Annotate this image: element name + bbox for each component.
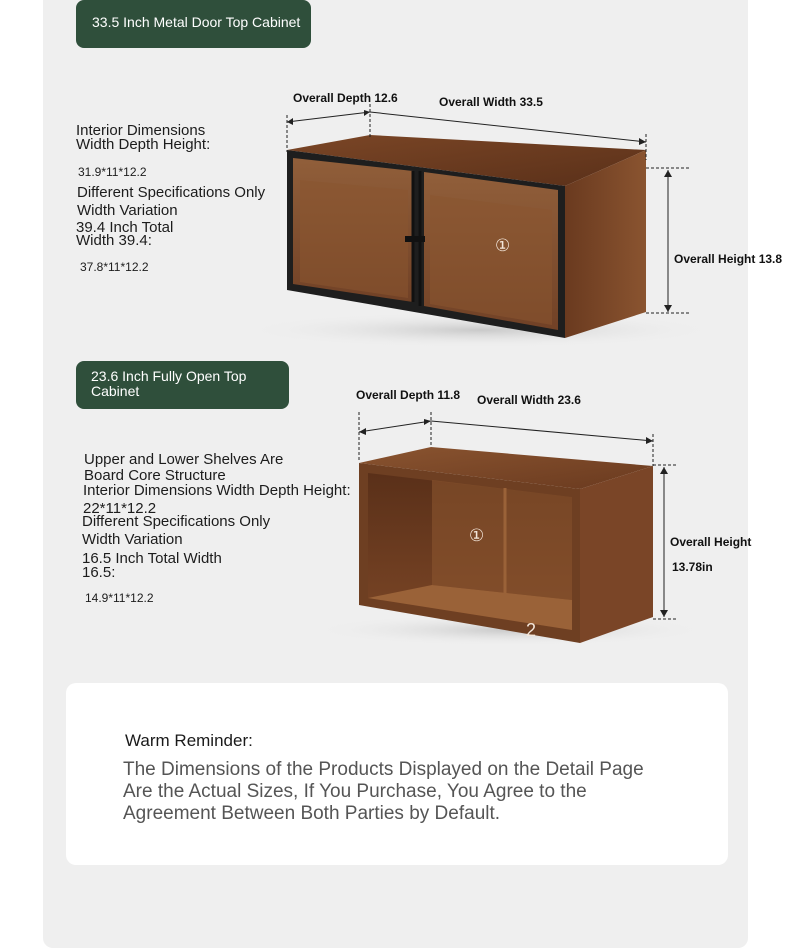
section1-overall-width: Overall Width 33.5: [439, 95, 543, 109]
reminder-body-line1: The Dimensions of the Products Displayed on the Detail Page: [123, 759, 644, 780]
reminder-body-line2: Are the Actual Sizes, If You Purchase, You Agree to the: [123, 781, 587, 802]
section2-variation-label-3: 16.5 Inch Total Width: [82, 550, 222, 567]
section1-variation-label-2: Width Variation: [77, 202, 178, 219]
metal-door-cabinet-illustration: [0, 0, 790, 360]
section2-overall-depth: Overall Depth 11.8: [356, 388, 461, 402]
open-cabinet-illustration: [0, 380, 790, 670]
section1-overall-height: Overall Height 13.8: [674, 252, 783, 266]
section2-variation-label-2: Width Variation: [82, 531, 183, 548]
section2-overall-height-2: 13.78in: [672, 560, 713, 574]
section2-tag-line2: Cabinet: [91, 383, 140, 399]
section1-interior-value: 31.9*11*12.2: [78, 165, 147, 179]
section1-variation-label-1: Different Specifications Only: [77, 184, 266, 201]
section1-interior-label-2: Width Depth Height:: [76, 136, 211, 153]
section2-tag-line1: 23.6 Inch Fully Open Top: [91, 368, 247, 384]
section1-overall-depth: Overall Depth 12.6: [293, 91, 398, 105]
warm-reminder-card: [66, 683, 728, 865]
section2-structure-1: Upper and Lower Shelves Are: [84, 451, 284, 468]
section1-tag-label: 33.5 Inch Metal Door Top Cabinet: [92, 14, 301, 30]
reminder-body-line3: Agreement Between Both Parties by Default.: [123, 803, 501, 824]
reminder-title: Warm Reminder:: [125, 731, 253, 750]
section1-interior-label-1: Interior Dimensions: [76, 122, 206, 139]
section1-marker: ①: [495, 236, 511, 255]
section1-variation-value: 37.8*11*12.2: [80, 260, 149, 274]
section2-marker-2: 2: [526, 620, 537, 640]
section2-variation-value: 14.9*11*12.2: [85, 591, 154, 605]
section2-variation-label-1: Different Specifications Only: [82, 513, 271, 530]
section2-overall-height-1: Overall Height: [670, 535, 752, 549]
section2-interior-label: Interior Dimensions Width Depth Height:: [83, 482, 351, 499]
section1-variation-label-3: 39.4 Inch Total: [76, 219, 174, 236]
section2-marker-1: ①: [469, 526, 485, 545]
section2-interior-value: 22*11*12.2: [83, 500, 157, 517]
section2-structure-2: Board Core Structure: [84, 467, 226, 484]
section2-overall-width: Overall Width 23.6: [477, 393, 581, 407]
section1-variation-label-4: Width 39.4:: [76, 232, 152, 249]
section2-variation-label-4: 16.5:: [82, 564, 116, 581]
